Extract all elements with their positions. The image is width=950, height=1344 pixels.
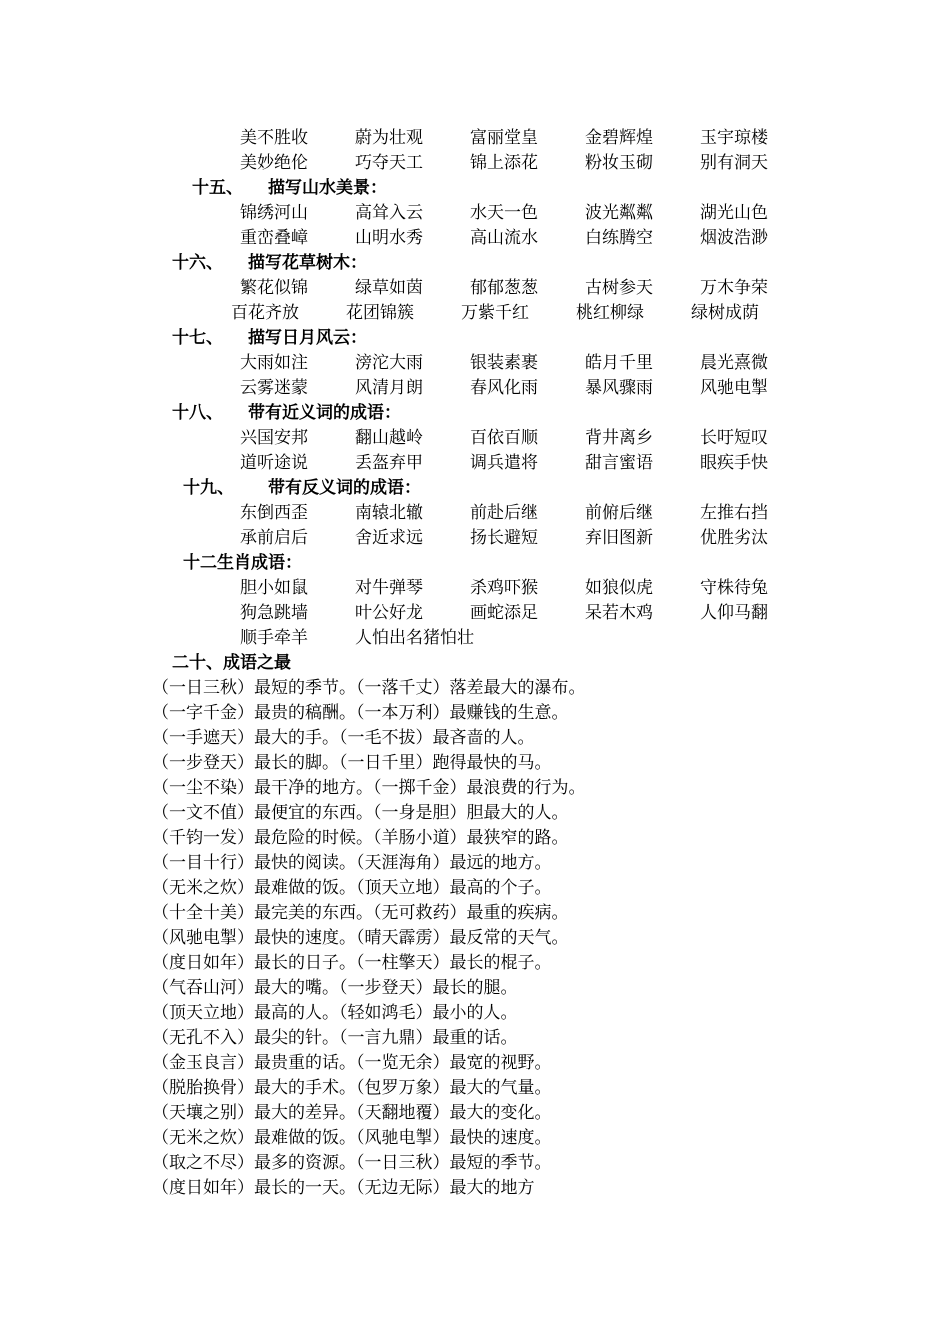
idiom: 舍近求远 <box>355 528 423 548</box>
idiom: 玉宇琼楼 <box>700 128 768 148</box>
idiom: 巧夺天工 <box>355 153 423 173</box>
idiom: 翻山越岭 <box>355 428 423 448</box>
idiom: 风清月朗 <box>355 378 423 398</box>
idiom: 承前启后 <box>240 528 308 548</box>
idiom: 风驰电掣 <box>700 378 768 398</box>
section-title: 带有反义词的成语： <box>268 478 421 498</box>
idiom: 道听途说 <box>240 453 308 473</box>
idiom: 晨光熹微 <box>700 353 768 373</box>
idiom: 画蛇添足 <box>470 603 538 623</box>
idiom: 金碧辉煌 <box>585 128 653 148</box>
idiom: 眼疾手快 <box>700 453 768 473</box>
section-title: 二十、成语之最 <box>172 653 291 673</box>
superlative-line: （脱胎换骨）最大的手术。（包罗万象）最大的气量。 <box>152 1078 552 1098</box>
section-number: 十九、 <box>183 478 234 498</box>
idiom-row <box>0 426 950 451</box>
idiom: 丢盔弃甲 <box>355 453 423 473</box>
superlative-line: （无孔不入）最尖的针。（一言九鼎）最重的话。 <box>152 1028 518 1048</box>
idiom: 扬长避短 <box>470 528 538 548</box>
idiom: 花团锦簇 <box>346 303 414 323</box>
section-heading <box>0 251 950 276</box>
idiom: 别有洞天 <box>700 153 768 173</box>
idiom: 前赴后继 <box>470 503 538 523</box>
idiom: 繁花似锦 <box>240 278 308 298</box>
idiom: 胆小如鼠 <box>240 578 308 598</box>
superlative-line: （一字千金）最贵的稿酬。（一本万利）最赚钱的生意。 <box>152 703 569 723</box>
idiom: 粉妆玉砌 <box>585 153 653 173</box>
section-heading <box>0 401 950 426</box>
section-title: 描写山水美景： <box>268 178 387 198</box>
idiom: 呆若木鸡 <box>585 603 653 623</box>
idiom-row <box>0 451 950 476</box>
idiom: 甜言蜜语 <box>585 453 653 473</box>
idiom: 云雾迷蒙 <box>240 378 308 398</box>
superlative-line: （一尘不染）最干净的地方。（一掷千金）最浪费的行为。 <box>152 778 586 798</box>
superlative-line: （一文不值）最便宜的东西。（一身是胆）胆最大的人。 <box>152 803 569 823</box>
idiom: 锦绣河山 <box>240 203 308 223</box>
idiom: 长吁短叹 <box>700 428 768 448</box>
idiom: 滂沱大雨 <box>355 353 423 373</box>
idiom-row <box>0 376 950 401</box>
superlative-line: （度日如年）最长的日子。（一柱擎天）最长的棍子。 <box>152 953 552 973</box>
superlative-line: （度日如年）最长的一天。（无边无际）最大的地方 <box>152 1178 535 1198</box>
section-heading <box>0 176 950 201</box>
idiom-row <box>0 151 950 176</box>
idiom: 狗急跳墙 <box>240 603 308 623</box>
idiom: 大雨如注 <box>240 353 308 373</box>
section-heading <box>0 476 950 501</box>
idiom: 人仰马翻 <box>700 603 768 623</box>
section-number: 十七、 <box>172 328 223 348</box>
idiom: 锦上添花 <box>470 153 538 173</box>
idiom: 优胜劣汰 <box>700 528 768 548</box>
idiom: 叶公好龙 <box>355 603 423 623</box>
idiom-row <box>0 601 950 626</box>
idiom-row <box>0 351 950 376</box>
idiom: 富丽堂皇 <box>470 128 538 148</box>
idiom: 万紫千红 <box>461 303 529 323</box>
section-number: 十五、 <box>192 178 243 198</box>
idiom: 银装素裹 <box>470 353 538 373</box>
idiom: 高耸入云 <box>355 203 423 223</box>
idiom-row <box>0 301 950 326</box>
idiom: 水天一色 <box>470 203 538 223</box>
idiom: 波光粼粼 <box>585 203 653 223</box>
idiom-row <box>0 626 950 651</box>
superlative-line: （气吞山河）最大的嘴。（一步登天）最长的腿。 <box>152 978 518 998</box>
idiom: 顺手牵羊 <box>240 628 308 648</box>
section-heading <box>0 551 950 576</box>
idiom: 美不胜收 <box>240 128 308 148</box>
superlative-line: （一步登天）最长的脚。（一日千里）跑得最快的马。 <box>152 753 552 773</box>
idiom: 白练腾空 <box>585 228 653 248</box>
idiom: 南辕北辙 <box>355 503 423 523</box>
superlative-line: （十全十美）最完美的东西。（无可救药）最重的疾病。 <box>152 903 569 923</box>
section-title: 描写花草树木： <box>248 253 367 273</box>
superlative-line: （风驰电掣）最快的速度。（晴天霹雳）最反常的天气。 <box>152 928 569 948</box>
superlative-line: （一目十行）最快的阅读。（天涯海角）最远的地方。 <box>152 853 552 873</box>
section-number: 十六、 <box>172 253 223 273</box>
idiom: 郁郁葱葱 <box>470 278 538 298</box>
idiom: 百依百顺 <box>470 428 538 448</box>
idiom: 兴国安邦 <box>240 428 308 448</box>
idiom: 古树参天 <box>585 278 653 298</box>
idiom: 湖光山色 <box>700 203 768 223</box>
superlative-line: （天壤之别）最大的差异。（天翻地覆）最大的变化。 <box>152 1103 552 1123</box>
idiom: 背井离乡 <box>585 428 653 448</box>
idiom: 美妙绝伦 <box>240 153 308 173</box>
idiom: 蔚为壮观 <box>355 128 423 148</box>
superlative-line: （取之不尽）最多的资源。（一日三秋）最短的季节。 <box>152 1153 552 1173</box>
superlative-line: （金玉良言）最贵重的话。（一览无余）最宽的视野。 <box>152 1053 552 1073</box>
idiom-row <box>0 526 950 551</box>
idiom: 高山流水 <box>470 228 538 248</box>
superlative-line: （无米之炊）最难做的饭。（顶天立地）最高的个子。 <box>152 878 552 898</box>
idiom: 调兵遣将 <box>470 453 538 473</box>
idiom: 烟波浩渺 <box>700 228 768 248</box>
section-title: 十二生肖成语： <box>183 553 302 573</box>
section-title: 描写日月风云： <box>248 328 367 348</box>
superlative-line: （一手遮天）最大的手。（一毛不拔）最吝啬的人。 <box>152 728 535 748</box>
idiom-row <box>0 226 950 251</box>
section-heading <box>172 651 291 676</box>
idiom: 前俯后继 <box>585 503 653 523</box>
idiom: 山明水秀 <box>355 228 423 248</box>
idiom-row <box>0 576 950 601</box>
superlative-line: （顶天立地）最高的人。（轻如鸿毛）最小的人。 <box>152 1003 518 1023</box>
idiom: 人怕出名猪怕壮 <box>355 628 474 648</box>
idiom: 弃旧图新 <box>585 528 653 548</box>
idiom-row <box>0 126 950 151</box>
section-number: 十八、 <box>172 403 223 423</box>
superlative-line: （无米之炊）最难做的饭。（风驰电掣）最快的速度。 <box>152 1128 552 1148</box>
idiom: 东倒西歪 <box>240 503 308 523</box>
superlative-line: （千钧一发）最危险的时候。（羊肠小道）最狭窄的路。 <box>152 828 569 848</box>
idiom-row <box>0 501 950 526</box>
idiom: 皓月千里 <box>585 353 653 373</box>
idiom: 绿草如茵 <box>355 278 423 298</box>
idiom: 百花齐放 <box>231 303 299 323</box>
idiom: 春风化雨 <box>470 378 538 398</box>
idiom: 暴风骤雨 <box>585 378 653 398</box>
idiom: 绿树成荫 <box>691 303 759 323</box>
idiom-row <box>0 201 950 226</box>
idiom: 如狼似虎 <box>585 578 653 598</box>
idiom: 桃红柳绿 <box>576 303 644 323</box>
idiom: 杀鸡吓猴 <box>470 578 538 598</box>
idiom: 守株待兔 <box>700 578 768 598</box>
idiom: 万木争荣 <box>700 278 768 298</box>
idiom: 对牛弹琴 <box>355 578 423 598</box>
idiom: 重峦叠嶂 <box>240 228 308 248</box>
idiom-row <box>0 276 950 301</box>
section-heading <box>0 326 950 351</box>
idiom: 左推右挡 <box>700 503 768 523</box>
section-title: 带有近义词的成语： <box>248 403 401 423</box>
superlative-line: （一日三秋）最短的季节。（一落千丈）落差最大的瀑布。 <box>152 678 586 698</box>
